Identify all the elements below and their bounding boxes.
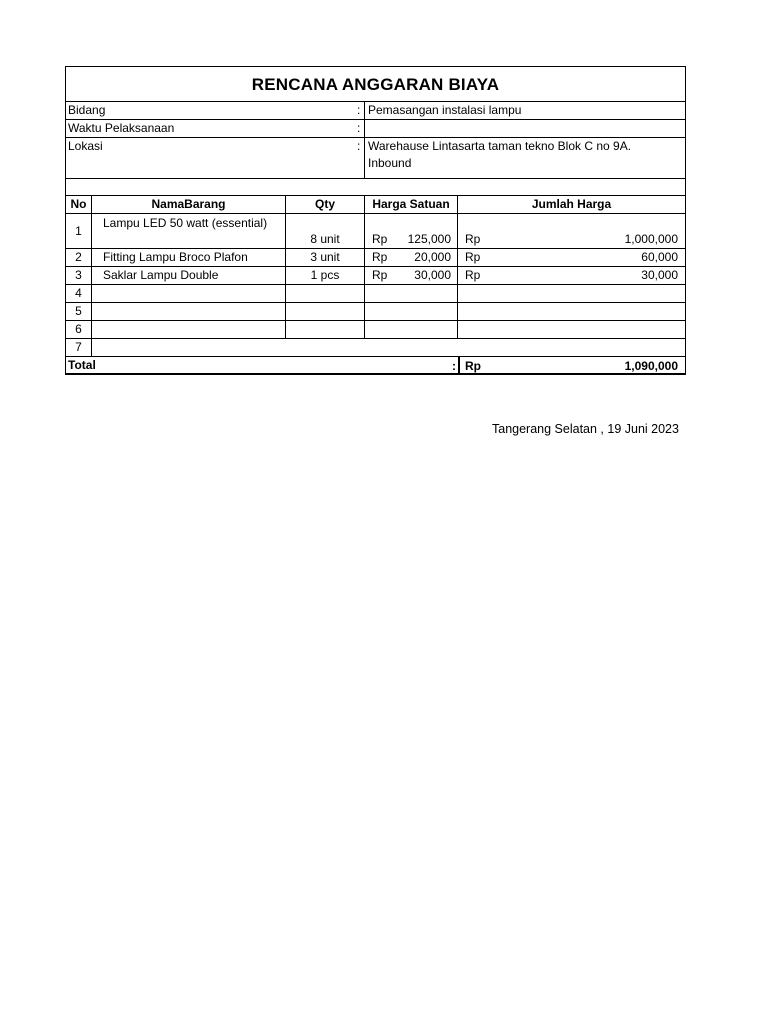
grand-total-value: 1,090,000 — [624, 359, 678, 373]
header-total: Jumlah Harga — [531, 197, 612, 211]
unit-price — [365, 285, 458, 302]
line-total — [458, 321, 685, 338]
line-total — [458, 285, 685, 302]
row-number: 4 — [75, 286, 82, 300]
signature-date: Tangerang Selatan , 19 Juni 2023 — [492, 422, 679, 436]
currency-label: Rp — [465, 268, 481, 282]
title-row — [66, 67, 685, 102]
currency-label: Rp — [372, 232, 388, 246]
unit-price — [365, 321, 458, 338]
currency-label: Rp — [372, 268, 388, 282]
info-colon: : — [357, 121, 361, 135]
header-qty: Qty — [286, 196, 365, 213]
document-title: RENCANA ANGGARAN BIAYA — [251, 75, 500, 94]
item-name: Lampu LED 50 watt (essential) — [103, 216, 268, 230]
info-row-lokasi — [66, 138, 685, 179]
row-number: 1 — [75, 224, 82, 238]
currency-label: Rp — [372, 250, 388, 264]
table-row — [66, 214, 685, 249]
line-total: 60,000 — [641, 250, 678, 264]
table-row — [66, 267, 685, 285]
unit-price: 30,000 — [414, 268, 451, 282]
info-label: Bidang — [68, 103, 106, 117]
unit-price: 20,000 — [414, 250, 451, 264]
unit-price — [365, 303, 458, 320]
table-row — [66, 303, 685, 321]
info-label: Lokasi — [68, 139, 103, 153]
header-unit-price: Harga Satuan — [365, 196, 458, 213]
grand-total — [458, 357, 685, 373]
row-number: 5 — [75, 304, 82, 318]
table-row — [66, 321, 685, 339]
info-colon: : — [357, 139, 361, 153]
row-number: 7 — [75, 340, 82, 354]
item-name: Fitting Lampu Broco Plafon — [103, 250, 248, 264]
total-row — [66, 357, 685, 375]
table-row — [66, 249, 685, 267]
header-no: No — [66, 196, 92, 213]
item-qty — [286, 285, 365, 302]
row-number: 3 — [75, 268, 82, 282]
item-name — [92, 321, 286, 338]
line-total: 30,000 — [641, 268, 678, 282]
info-colon: : — [357, 103, 361, 117]
currency-label: Rp — [465, 359, 481, 373]
info-row-bidang — [66, 102, 685, 120]
info-value — [364, 120, 684, 137]
item-qty — [286, 321, 365, 338]
unit-price: 125,000 — [407, 232, 451, 246]
currency-label: Rp — [465, 232, 481, 246]
info-value: Pemasangan instalasi lampu — [364, 102, 668, 119]
info-row-waktu — [66, 120, 685, 138]
table-header-row — [66, 196, 685, 214]
item-qty — [286, 303, 365, 320]
info-value: Warehause Lintasarta taman tekno Blok C no 9A. Inbound — [364, 138, 668, 178]
budget-sheet — [65, 66, 686, 375]
row-number: 2 — [75, 250, 82, 264]
item-name: Saklar Lampu Double — [103, 268, 219, 282]
table-row — [66, 285, 685, 303]
item-name — [92, 303, 286, 320]
table-row — [66, 339, 685, 357]
item-qty: 3 unit — [310, 250, 340, 264]
header-name: NamaBarang — [92, 196, 286, 213]
currency-label: Rp — [465, 250, 481, 264]
item-qty: 8 unit — [310, 232, 340, 246]
spacer-row — [66, 179, 685, 196]
row-number: 6 — [75, 322, 82, 336]
total-label: Total — [68, 358, 96, 372]
item-name — [92, 285, 286, 302]
item-qty: 1 pcs — [310, 268, 340, 282]
line-total — [458, 303, 685, 320]
info-label: Waktu Pelaksanaan — [68, 121, 175, 135]
line-total: 1,000,000 — [624, 232, 678, 246]
total-colon: : — [452, 359, 456, 373]
